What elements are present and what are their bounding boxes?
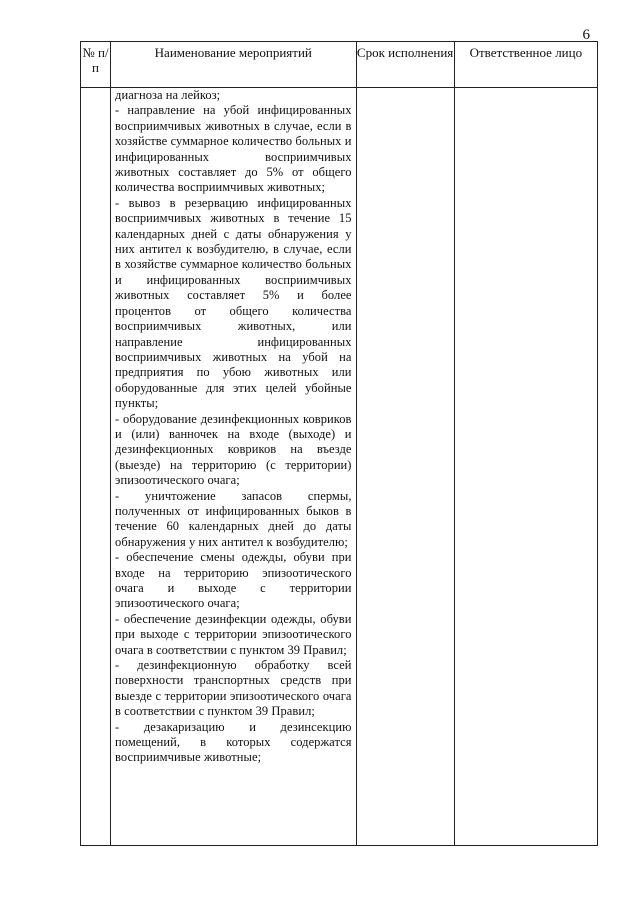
header-term: [356, 42, 454, 88]
header-name: [111, 42, 356, 88]
cell-term: [356, 88, 454, 846]
measures-table: [80, 41, 598, 846]
cell-num: [81, 88, 111, 846]
cell-responsible: [454, 88, 597, 846]
header-responsible: [454, 42, 597, 88]
header-num: [81, 42, 111, 88]
table-row: [81, 88, 598, 846]
measure-item: - вывоз в резервацию инфицированных восприимчивых животных в течение 15 календарных дней с даты обнаружения у них антител к возбудителю, в случае, если в хозяйстве суммарное количество больных и инфицированных восприимчивых животных составляет 5% и более процентов от общего количества восприимчивых животных, или направление инфицированных восприимчивых животных на убой на предприятия по убою животных или оборудованные для этих целей убойные пункты;: [115, 195, 352, 411]
measure-item: - дезакаризацию и дезинсекцию помещений, в которых содержатся восприимчивые животные;: [115, 719, 352, 765]
header-name-label: Наименование мероприятий: [154, 45, 312, 60]
measure-item: - направление на убой инфицированных восприимчивых животных в случае, если в хозяйстве суммарное количество больных и инфицированных восприимчивых животных составляет до 5% от общего количества восприимчивых животных;: [115, 103, 352, 195]
page-number: 6: [582, 27, 590, 43]
measure-item: - дезинфекционную обработку всей поверхности транспортных средств при выезде с территории эпизоотического очага в соответствии с пунктом 39 Правил;: [115, 658, 352, 719]
measure-item: - обеспечение смены одежды, обуви при входе на территорию эпизоотического очага и выходе с территории эпизоотического очага;: [115, 550, 352, 611]
measure-item: диагноза на лейкоз;: [115, 88, 221, 102]
measure-item: - обеспечение дезинфекции одежды, обуви при выходе с территории эпизоотического очага в соответствии с пунктом 39 Правил;: [115, 611, 352, 657]
header-responsible-label: Ответственное лицо: [469, 45, 583, 60]
measure-item: - оборудование дезинфекционных ковриков и (или) ванночек на входе (выходе) и дезинфекционных ковриков на въезде (выезде) на территорию (с территории) эпизоотического очага;: [115, 411, 352, 488]
measure-item: - уничтожение запасов спермы, полученных от инфицированных быков в течение 60 календарных дней до даты обнаружения у них антител к возбудителю;: [115, 488, 352, 549]
cell-measures: [111, 88, 356, 846]
header-num-label: № п/п: [82, 45, 109, 75]
header-term-label: Срок исполнения: [356, 45, 454, 60]
table-header-row: [81, 42, 598, 88]
